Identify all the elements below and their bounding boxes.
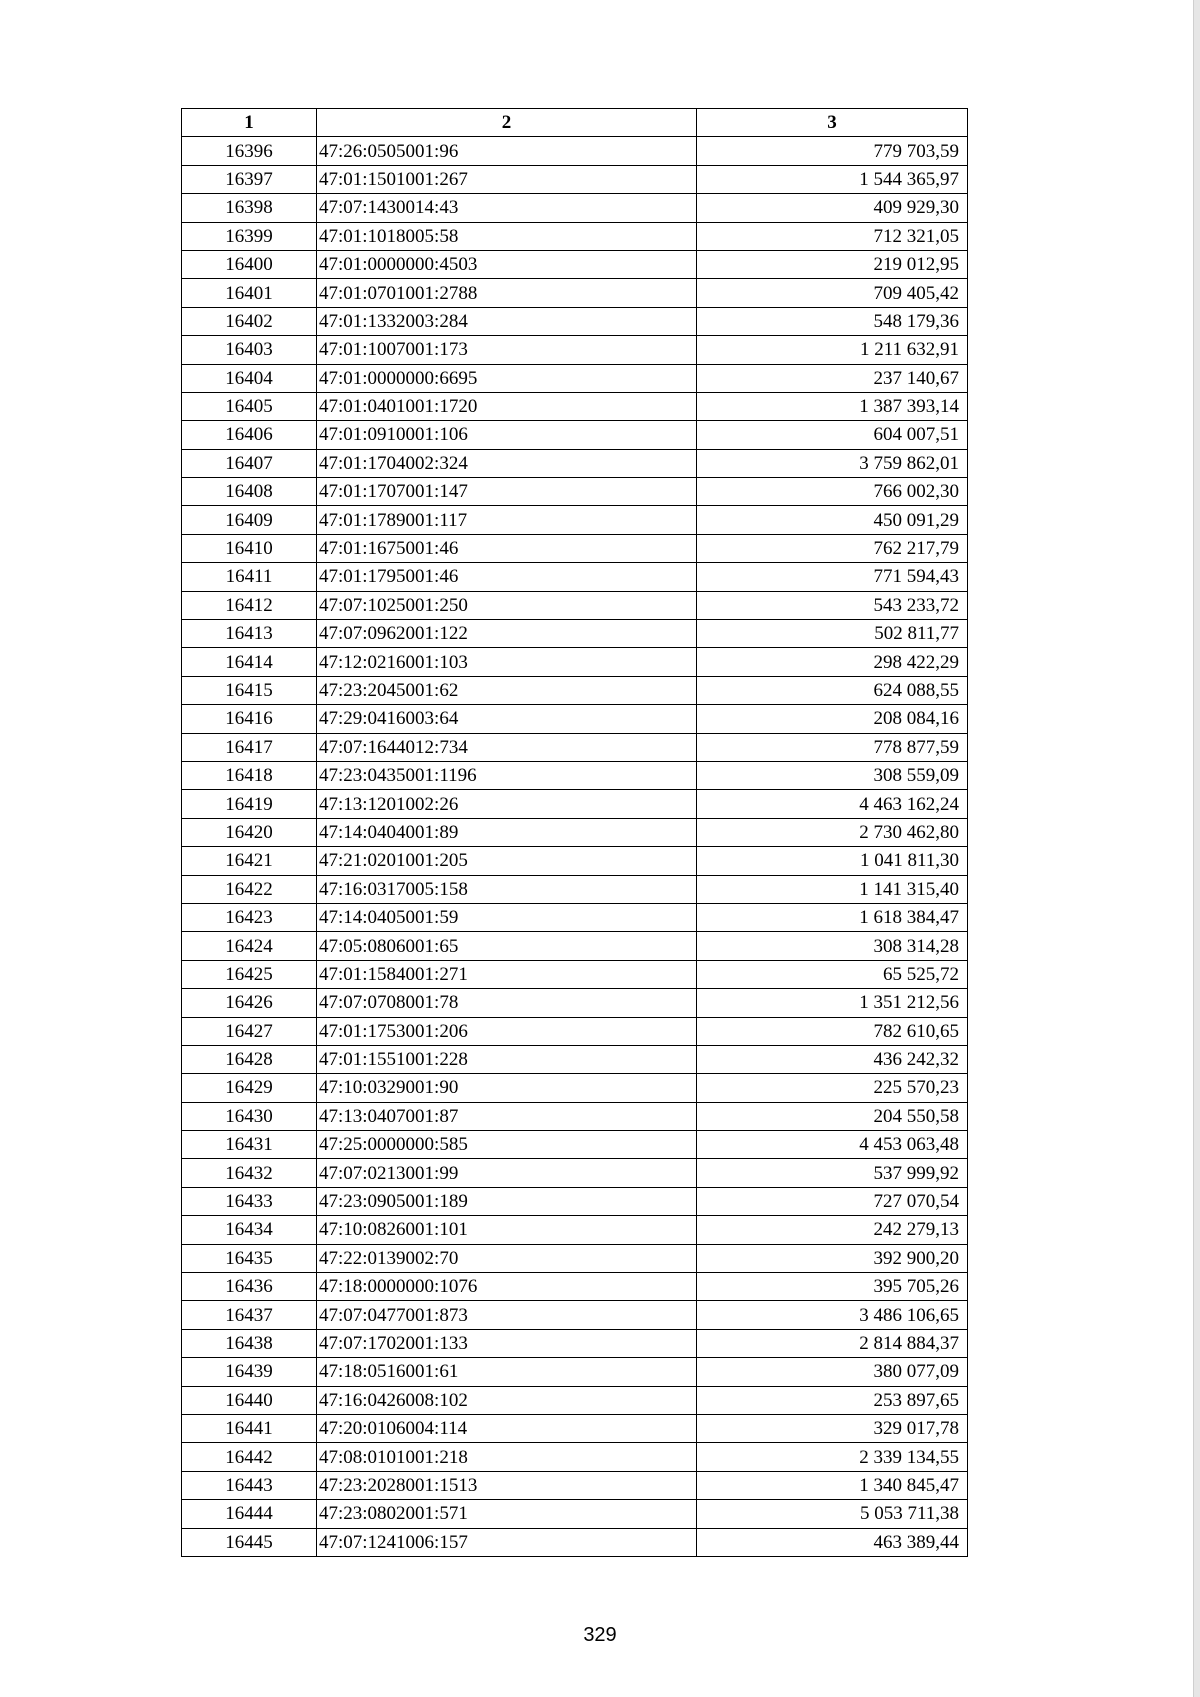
table-row (182, 1500, 968, 1528)
row-number-cell: 16441 (182, 1414, 317, 1442)
row-number-cell: 16428 (182, 1045, 317, 1073)
cadastral-number-cell: 47:23:0802001:571 (317, 1500, 697, 1528)
row-number-cell: 16404 (182, 364, 317, 392)
value-cell: 242 279,13 (697, 1216, 968, 1244)
value-cell: 3 486 106,65 (697, 1301, 968, 1329)
table-row (182, 364, 968, 392)
table-row (182, 761, 968, 789)
page-number: 329 (583, 1624, 617, 1646)
row-number-cell: 16396 (182, 137, 317, 165)
cadastral-number-cell: 47:01:1018005:58 (317, 222, 697, 250)
table-row (182, 1414, 968, 1442)
value-cell: 253 897,65 (697, 1386, 968, 1414)
cadastral-number-cell: 47:01:1332003:284 (317, 307, 697, 335)
table-row (182, 1358, 968, 1386)
table-row (182, 932, 968, 960)
cadastral-number-cell: 47:23:0435001:1196 (317, 761, 697, 789)
row-number-cell: 16415 (182, 676, 317, 704)
table-row (182, 1017, 968, 1045)
table-row (182, 449, 968, 477)
value-cell: 463 389,44 (697, 1528, 968, 1556)
value-cell: 771 594,43 (697, 563, 968, 591)
cadastral-number-cell: 47:07:1430014:43 (317, 194, 697, 222)
table-row (182, 222, 968, 250)
cadastral-number-cell: 47:23:0905001:189 (317, 1187, 697, 1215)
table-row (182, 960, 968, 988)
table-row (182, 165, 968, 193)
value-cell: 2 730 462,80 (697, 818, 968, 846)
row-number-cell: 16432 (182, 1159, 317, 1187)
row-number-cell: 16416 (182, 705, 317, 733)
row-number-cell: 16413 (182, 620, 317, 648)
data-table (181, 108, 968, 1557)
value-cell: 543 233,72 (697, 591, 968, 619)
cadastral-number-cell: 47:22:0139002:70 (317, 1244, 697, 1272)
cadastral-number-cell: 47:29:0416003:64 (317, 705, 697, 733)
row-number-cell: 16411 (182, 563, 317, 591)
value-cell: 1 211 632,91 (697, 336, 968, 364)
cadastral-number-cell: 47:23:2045001:62 (317, 676, 697, 704)
table-row (182, 591, 968, 619)
cadastral-number-cell: 47:01:1675001:46 (317, 534, 697, 562)
value-cell: 1 351 212,56 (697, 989, 968, 1017)
cadastral-number-cell: 47:12:0216001:103 (317, 648, 697, 676)
cadastral-number-cell: 47:07:0708001:78 (317, 989, 697, 1017)
table-row (182, 1273, 968, 1301)
value-cell: 709 405,42 (697, 279, 968, 307)
cadastral-number-cell: 47:01:0000000:4503 (317, 250, 697, 278)
table-row (182, 1102, 968, 1130)
value-cell: 604 007,51 (697, 421, 968, 449)
value-cell: 778 877,59 (697, 733, 968, 761)
value-cell: 502 811,77 (697, 620, 968, 648)
cadastral-number-cell: 47:07:1702001:133 (317, 1329, 697, 1357)
value-cell: 5 053 711,38 (697, 1500, 968, 1528)
table-row (182, 1443, 968, 1471)
row-number-cell: 16399 (182, 222, 317, 250)
value-cell: 392 900,20 (697, 1244, 968, 1272)
table-row (182, 279, 968, 307)
cadastral-number-cell: 47:07:1025001:250 (317, 591, 697, 619)
value-cell: 2 814 884,37 (697, 1329, 968, 1357)
value-cell: 4 453 063,48 (697, 1131, 968, 1159)
row-number-cell: 16444 (182, 1500, 317, 1528)
value-cell: 298 422,29 (697, 648, 968, 676)
cadastral-number-cell: 47:23:2028001:1513 (317, 1471, 697, 1499)
cadastral-number-cell: 47:25:0000000:585 (317, 1131, 697, 1159)
table-row (182, 506, 968, 534)
table-header (182, 109, 968, 137)
row-number-cell: 16397 (182, 165, 317, 193)
row-number-cell: 16412 (182, 591, 317, 619)
value-cell: 1 340 845,47 (697, 1471, 968, 1499)
value-cell: 712 321,05 (697, 222, 968, 250)
cadastral-number-cell: 47:16:0426008:102 (317, 1386, 697, 1414)
value-cell: 4 463 162,24 (697, 790, 968, 818)
row-number-cell: 16410 (182, 534, 317, 562)
row-number-cell: 16423 (182, 903, 317, 931)
value-cell: 65 525,72 (697, 960, 968, 988)
row-number-cell: 16402 (182, 307, 317, 335)
table-row (182, 1528, 968, 1556)
row-number-cell: 16443 (182, 1471, 317, 1499)
value-cell: 450 091,29 (697, 506, 968, 534)
table-row (182, 336, 968, 364)
value-cell: 2 339 134,55 (697, 1443, 968, 1471)
table-row (182, 1244, 968, 1272)
cadastral-number-cell: 47:01:0401001:1720 (317, 392, 697, 420)
row-number-cell: 16425 (182, 960, 317, 988)
cadastral-number-cell: 47:07:1644012:734 (317, 733, 697, 761)
row-number-cell: 16408 (182, 478, 317, 506)
row-number-cell: 16439 (182, 1358, 317, 1386)
cadastral-number-cell: 47:01:1007001:173 (317, 336, 697, 364)
value-cell: 208 084,16 (697, 705, 968, 733)
cadastral-number-cell: 47:07:0962001:122 (317, 620, 697, 648)
table-row (182, 705, 968, 733)
row-number-cell: 16435 (182, 1244, 317, 1272)
cadastral-number-cell: 47:13:0407001:87 (317, 1102, 697, 1130)
row-number-cell: 16437 (182, 1301, 317, 1329)
row-number-cell: 16438 (182, 1329, 317, 1357)
row-number-cell: 16420 (182, 818, 317, 846)
cadastral-number-cell: 47:01:1707001:147 (317, 478, 697, 506)
table-row (182, 1187, 968, 1215)
value-cell: 727 070,54 (697, 1187, 968, 1215)
row-number-cell: 16427 (182, 1017, 317, 1045)
cadastral-number-cell: 47:26:0505001:96 (317, 137, 697, 165)
table-row (182, 392, 968, 420)
cadastral-number-cell: 47:18:0000000:1076 (317, 1273, 697, 1301)
table-row (182, 1386, 968, 1414)
cadastral-number-cell: 47:14:0404001:89 (317, 818, 697, 846)
cadastral-number-cell: 47:08:0101001:218 (317, 1443, 697, 1471)
table-row (182, 648, 968, 676)
value-cell: 766 002,30 (697, 478, 968, 506)
row-number-cell: 16429 (182, 1074, 317, 1102)
row-number-cell: 16431 (182, 1131, 317, 1159)
header-col-3: 3 (697, 109, 968, 137)
value-cell: 1 544 365,97 (697, 165, 968, 193)
cadastral-number-cell: 47:07:0477001:873 (317, 1301, 697, 1329)
cadastral-number-cell: 47:18:0516001:61 (317, 1358, 697, 1386)
row-number-cell: 16414 (182, 648, 317, 676)
header-col-1: 1 (182, 109, 317, 137)
value-cell: 3 759 862,01 (697, 449, 968, 477)
cadastral-number-cell: 47:01:1501001:267 (317, 165, 697, 193)
row-number-cell: 16417 (182, 733, 317, 761)
cadastral-number-cell: 47:01:1795001:46 (317, 563, 697, 591)
table-row (182, 194, 968, 222)
value-cell: 1 141 315,40 (697, 875, 968, 903)
cadastral-number-cell: 47:05:0806001:65 (317, 932, 697, 960)
cadastral-number-cell: 47:13:1201002:26 (317, 790, 697, 818)
table-row (182, 1329, 968, 1357)
table-row (182, 1159, 968, 1187)
cadastral-number-cell: 47:10:0329001:90 (317, 1074, 697, 1102)
table-row (182, 1074, 968, 1102)
table-row (182, 1045, 968, 1073)
value-cell: 779 703,59 (697, 137, 968, 165)
row-number-cell: 16445 (182, 1528, 317, 1556)
row-number-cell: 16442 (182, 1443, 317, 1471)
row-number-cell: 16418 (182, 761, 317, 789)
row-number-cell: 16398 (182, 194, 317, 222)
table-row (182, 307, 968, 335)
value-cell: 1 041 811,30 (697, 847, 968, 875)
table-row (182, 1131, 968, 1159)
cadastral-number-cell: 47:01:1584001:271 (317, 960, 697, 988)
cadastral-number-cell: 47:01:1704002:324 (317, 449, 697, 477)
cadastral-number-cell: 47:01:0910001:106 (317, 421, 697, 449)
row-number-cell: 16419 (182, 790, 317, 818)
table-row (182, 847, 968, 875)
table-row (182, 250, 968, 278)
value-cell: 308 559,09 (697, 761, 968, 789)
row-number-cell: 16401 (182, 279, 317, 307)
row-number-cell: 16405 (182, 392, 317, 420)
value-cell: 624 088,55 (697, 676, 968, 704)
row-number-cell: 16403 (182, 336, 317, 364)
row-number-cell: 16407 (182, 449, 317, 477)
table-row (182, 790, 968, 818)
row-number-cell: 16430 (182, 1102, 317, 1130)
cadastral-number-cell: 47:01:1789001:117 (317, 506, 697, 534)
value-cell: 436 242,32 (697, 1045, 968, 1073)
table-row (182, 875, 968, 903)
row-number-cell: 16409 (182, 506, 317, 534)
row-number-cell: 16424 (182, 932, 317, 960)
table-row (182, 421, 968, 449)
value-cell: 219 012,95 (697, 250, 968, 278)
table-row (182, 563, 968, 591)
row-number-cell: 16421 (182, 847, 317, 875)
table-row (182, 818, 968, 846)
value-cell: 395 705,26 (697, 1273, 968, 1301)
table-row (182, 478, 968, 506)
cadastral-number-cell: 47:10:0826001:101 (317, 1216, 697, 1244)
table-body (182, 137, 968, 1557)
row-number-cell: 16433 (182, 1187, 317, 1215)
row-number-cell: 16440 (182, 1386, 317, 1414)
cadastral-number-cell: 47:14:0405001:59 (317, 903, 697, 931)
value-cell: 537 999,92 (697, 1159, 968, 1187)
value-cell: 1 618 384,47 (697, 903, 968, 931)
value-cell: 225 570,23 (697, 1074, 968, 1102)
value-cell: 329 017,78 (697, 1414, 968, 1442)
cadastral-number-cell: 47:01:0701001:2788 (317, 279, 697, 307)
table-row (182, 903, 968, 931)
value-cell: 308 314,28 (697, 932, 968, 960)
table-row (182, 1471, 968, 1499)
value-cell: 204 550,58 (697, 1102, 968, 1130)
value-cell: 409 929,30 (697, 194, 968, 222)
value-cell: 1 387 393,14 (697, 392, 968, 420)
row-number-cell: 16400 (182, 250, 317, 278)
cadastral-number-cell: 47:01:1753001:206 (317, 1017, 697, 1045)
cadastral-number-cell: 47:16:0317005:158 (317, 875, 697, 903)
table-row (182, 534, 968, 562)
value-cell: 548 179,36 (697, 307, 968, 335)
header-col-2: 2 (317, 109, 697, 137)
table-row (182, 989, 968, 1017)
value-cell: 237 140,67 (697, 364, 968, 392)
cadastral-number-cell: 47:07:1241006:157 (317, 1528, 697, 1556)
row-number-cell: 16422 (182, 875, 317, 903)
value-cell: 762 217,79 (697, 534, 968, 562)
table-row (182, 1301, 968, 1329)
row-number-cell: 16426 (182, 989, 317, 1017)
cadastral-number-cell: 47:01:1551001:228 (317, 1045, 697, 1073)
page-edge (1193, 0, 1200, 1697)
table-row (182, 1216, 968, 1244)
table-row (182, 620, 968, 648)
cadastral-number-cell: 47:07:0213001:99 (317, 1159, 697, 1187)
table-row (182, 137, 968, 165)
table-row (182, 733, 968, 761)
cadastral-number-cell: 47:01:0000000:6695 (317, 364, 697, 392)
cadastral-number-cell: 47:21:0201001:205 (317, 847, 697, 875)
row-number-cell: 16434 (182, 1216, 317, 1244)
table-row (182, 676, 968, 704)
value-cell: 380 077,09 (697, 1358, 968, 1386)
header-row (182, 109, 968, 137)
row-number-cell: 16406 (182, 421, 317, 449)
row-number-cell: 16436 (182, 1273, 317, 1301)
cadastral-number-cell: 47:20:0106004:114 (317, 1414, 697, 1442)
value-cell: 782 610,65 (697, 1017, 968, 1045)
